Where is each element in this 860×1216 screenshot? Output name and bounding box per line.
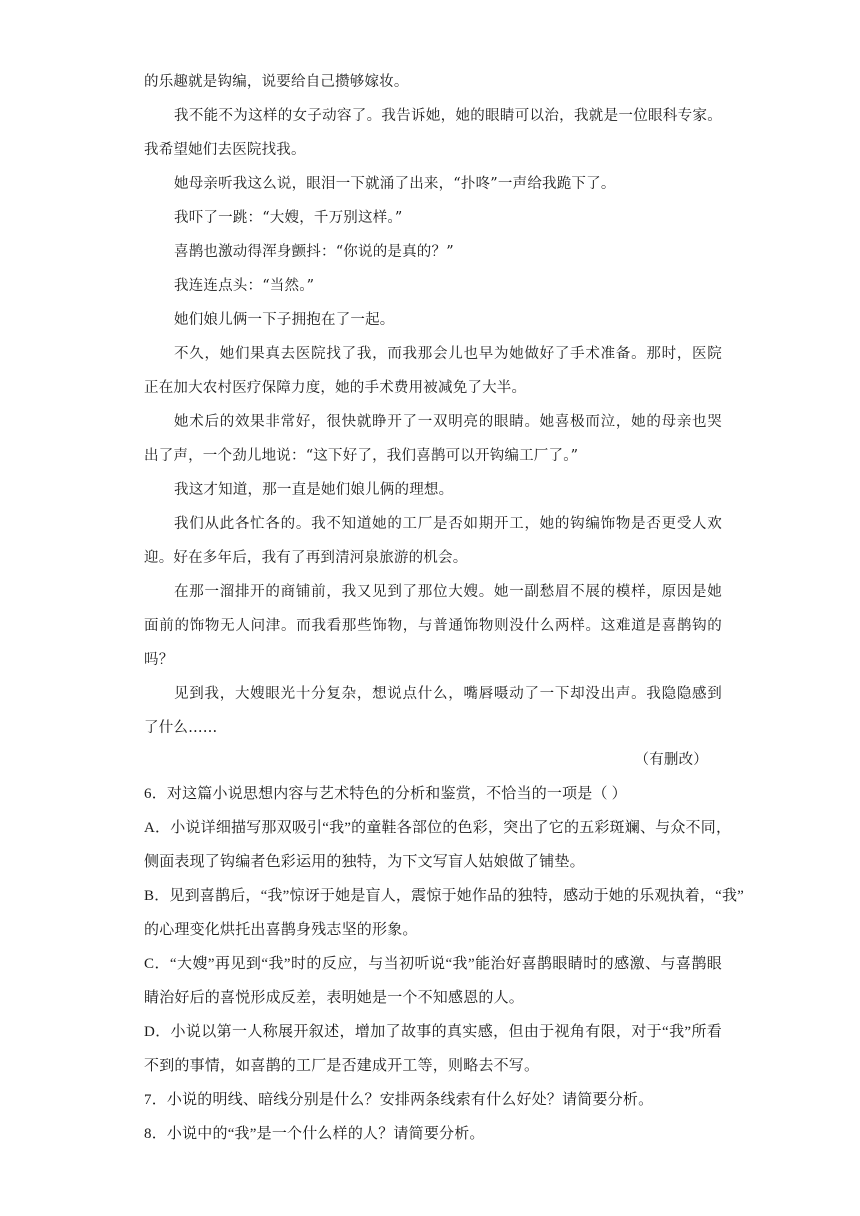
option-c: C．“大嫂”再见到“我”时的反应，与当初听说“我”能治好喜鹊眼睛时的感激、与喜鹊眼	[144, 956, 722, 972]
story-line: 迎。好在多年后，我有了再到清河泉旅游的机会。	[144, 550, 468, 566]
question-8: 8．小说中的“我”是一个什么样的人？请简要分析。	[144, 1126, 485, 1142]
story-line: 我们从此各忙各的。我不知道她的工厂是否如期开工，她的钩编饰物是否更受人欢	[174, 516, 722, 532]
question-7: 7．小说的明线、暗线分别是什么？安排两条线索有什么好处？请简要分析。	[144, 1092, 654, 1108]
story-line: 在那一溜排开的商铺前，我又见到了那位大嫂。她一副愁眉不展的模样，原因是她	[174, 584, 722, 600]
story-line: 我吓了一跳：“大嫂，千万别这样。”	[174, 210, 403, 226]
option-c-cont: 睛治好后的喜悦形成反差，表明她是一个不知感恩的人。	[144, 990, 525, 1006]
story-line: 她术后的效果非常好，很快就睁开了一双明亮的眼睛。她喜极而泣，她的母亲也哭	[174, 414, 722, 430]
story-line: 喜鹊也激动得浑身颤抖：“你说的是真的？”	[174, 244, 454, 260]
option-b: B．见到喜鹊后，“我”惊讶于她是盲人，震惊于她作品的独特，感动于她的乐观执着，“我”	[144, 888, 745, 904]
story-line: 吗？	[144, 652, 174, 668]
story-line: 我连连点头：“当然。”	[174, 278, 315, 294]
option-a: A．小说详细描写那双吸引“我”的童鞋各部位的色彩，突出了它的五彩斑斓、与众不同，	[144, 820, 732, 836]
story-line: 她们娘儿俩一下子拥抱在了一起。	[174, 312, 395, 328]
story-line: 面前的饰物无人问津。而我看那些饰物，与普通饰物则没什么两样。这难道是喜鹊钩的	[144, 618, 722, 634]
option-b-cont: 的心理变化烘托出喜鹊身残志坚的形象。	[144, 922, 418, 938]
question-6-stem: 6．对这篇小说思想内容与艺术特色的分析和鉴赏，不恰当的一项是（ ）	[144, 786, 627, 802]
story-line: 了什么……	[144, 720, 218, 736]
revision-note: （有删改）	[634, 752, 708, 768]
story-line: 正在加大农村医疗保障力度，她的手术费用被减免了大半。	[144, 380, 527, 396]
option-a-cont: 侧面表现了钩编者色彩运用的独特，为下文写盲人姑娘做了铺垫。	[144, 854, 585, 870]
story-line: 她母亲听我这么说，眼泪一下就涌了出来，“扑咚”一声给我跪下了。	[174, 176, 616, 192]
option-d-cont: 不到的事情，如喜鹊的工厂是否建成开工等，则略去不写。	[144, 1058, 540, 1074]
story-line: 不久，她们果真去医院找了我，而我那会儿也早为她做好了手术准备。那时，医院	[174, 346, 722, 362]
story-line: 我不能不为这样的女子动容了。我告诉她，她的眼睛可以治，我就是一位眼科专家。	[174, 108, 722, 124]
story-line: 的乐趣就是钩编，说要给自己攒够嫁妆。	[144, 74, 409, 90]
story-line: 我希望她们去医院找我。	[144, 142, 306, 158]
story-line: 我这才知道，那一直是她们娘儿俩的理想。	[174, 482, 454, 498]
story-line: 见到我，大嫂眼光十分复杂，想说点什么，嘴唇嗫动了一下却没出声。我隐隐感到	[174, 686, 722, 702]
option-d: D．小说以第一人称展开叙述，增加了故事的真实感，但由于视角有限，对于“我”所看	[144, 1024, 722, 1040]
story-line: 出了声，一个劲儿地说：“这下好了，我们喜鹊可以开钩编工厂了。”	[144, 448, 579, 464]
